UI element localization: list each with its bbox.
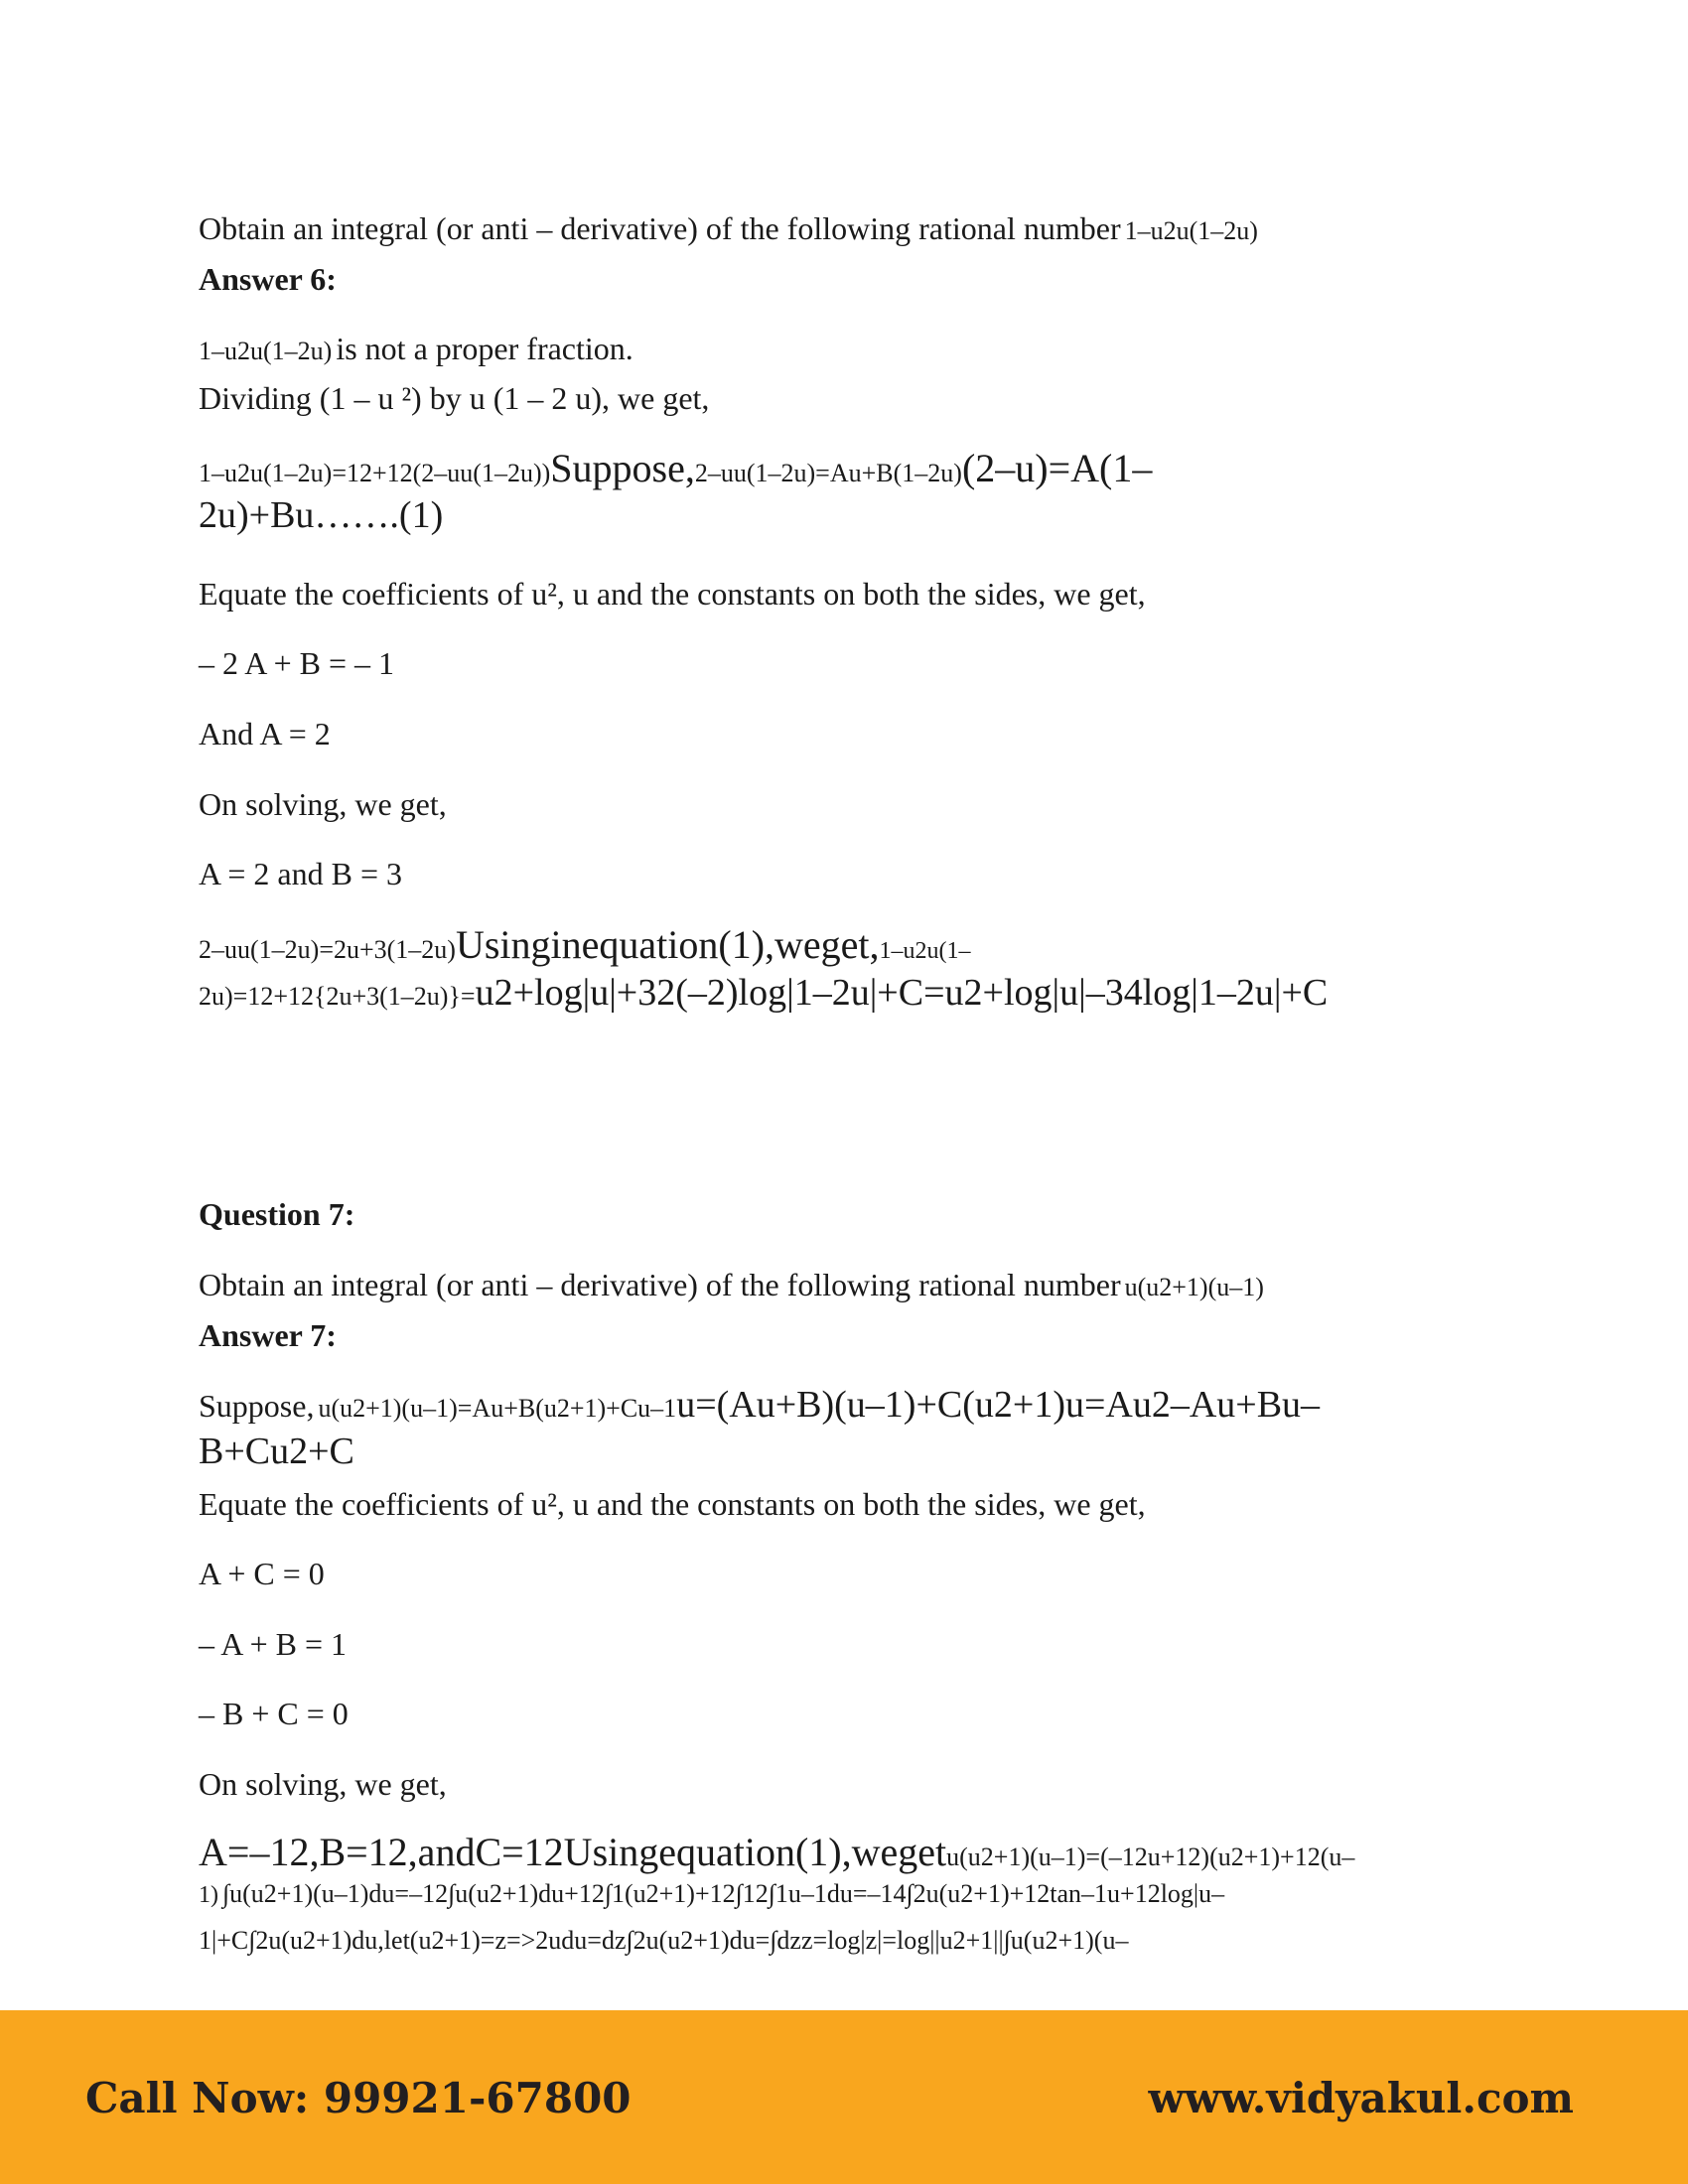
q6-result: A = 2 and B = 3 <box>199 856 402 891</box>
q6-equate-line: Equate the coefficients of u², u and the constants on both the sides, we get, <box>199 576 1146 612</box>
q6-fraction-text: is not a proper fraction. <box>336 331 633 366</box>
q7-eq3: – B + C = 0 <box>199 1696 349 1731</box>
q6-question <box>199 210 1258 247</box>
q7-decomp-rest: u=(Au+B)(u–1)+C(u2+1)u=Au2–Au+Bu– <box>676 1384 1321 1426</box>
q7-decomp-expr: u(u2+1)(u–1)=Au+B(u2+1)+Cu–1 <box>318 1394 677 1423</box>
q6-integral-expr-mid: 2u)=12+12{2u+3(1–2u)}= <box>199 982 476 1011</box>
q6-improper-fraction-line <box>199 331 633 367</box>
q7-question <box>199 1267 1264 1303</box>
q6-solving: On solving, we get, <box>199 786 447 822</box>
footer-banner <box>0 2010 1688 2184</box>
q6-question-expr: 1–u2u(1–2u) <box>1124 216 1258 245</box>
q6-decomposition-line <box>199 445 1152 491</box>
q6-suppose: Suppose, <box>550 446 695 490</box>
q6-eq1: – 2 A + B = – 1 <box>199 645 395 681</box>
q6-decomp-expr-2: 2–uu(1–2u)=Au+B(1–2u) <box>694 459 962 487</box>
q6-using-eq: Usinginequation(1),weget, <box>455 922 880 967</box>
q6-question-text: Obtain an integral (or anti – derivative) of the following rational number <box>199 210 1121 246</box>
q6-eq2: And A = 2 <box>199 716 331 751</box>
website-link[interactable]: www.vidyakul.com <box>1148 2074 1574 2122</box>
q7-partial-expr: u(u2+1)(u–1)=(–12u+12)(u2+1)+12(u– <box>946 1843 1355 1871</box>
q6-decomp-expr-3: (2–u)=A(1– <box>961 446 1153 490</box>
q7-integral-line-2: 1|+C∫2u(u2+1)du,let(u2+1)=z=>2udu=dz∫2u(u2+1)du=∫dzz=log|z|=log||u2+1||∫u(u2+1)(u– <box>199 1926 1129 1955</box>
q7-eq1: A + C = 0 <box>199 1556 325 1591</box>
q6-dividing-line: Dividing (1 – u ²) by u (1 – 2 u), we get, <box>199 380 710 416</box>
answer-7-label: Answer 7: <box>199 1317 337 1353</box>
q6-integral-expr-start: 1–u2u(1– <box>879 938 971 964</box>
q6-integral-line-1 <box>199 921 971 968</box>
q6-partial-expr: 2–uu(1–2u)=2u+3(1–2u) <box>199 935 456 964</box>
q7-solving: On solving, we get, <box>199 1766 447 1802</box>
q7-integral-line-1 <box>199 1879 1224 1909</box>
answer-6-label: Answer 6: <box>199 261 337 297</box>
q6-decomp-expr-1: 1–u2u(1–2u)=12+12(2–uu(1–2u)) <box>199 459 551 487</box>
q6-equation-1: 2u)+Bu…….(1) <box>199 494 444 536</box>
question-7-heading: Question 7: <box>199 1196 355 1232</box>
q6-integral-line-2 <box>199 971 1328 1015</box>
q7-suppose: Suppose, <box>199 1388 315 1424</box>
q7-integral-prefix: 1) <box>199 1882 218 1908</box>
q7-suppose-line <box>199 1383 1320 1427</box>
q7-question-expr: u(u2+1)(u–1) <box>1124 1273 1264 1301</box>
q6-integral-result: u2+log|u|+32(–2)log|1–2u|+C=u2+log|u|–34log|1–2u|+C <box>475 972 1329 1014</box>
q7-coefficients: A=–12,B=12,andC=12Usingequation(1),weget <box>199 1830 947 1874</box>
q7-question-text: Obtain an integral (or anti – derivative) of the following rational number <box>199 1267 1121 1302</box>
q6-fraction-expr: 1–u2u(1–2u) <box>199 337 333 365</box>
q7-equate-line: Equate the coefficients of u², u and the constants on both the sides, we get, <box>199 1486 1146 1522</box>
call-now-phone[interactable]: Call Now: 99921-67800 <box>85 2074 632 2122</box>
q7-decomp-continued: B+Cu2+C <box>199 1431 354 1472</box>
q7-result-line <box>199 1829 1354 1875</box>
q7-integral-expr: ∫u(u2+1)(u–1)du=–12∫u(u2+1)du+12∫1(u2+1)+12∫12∫1u–1du=–14∫2u(u2+1)+12tan–1u+12log|u– <box>222 1879 1225 1908</box>
q7-eq2: – A + B = 1 <box>199 1626 348 1662</box>
